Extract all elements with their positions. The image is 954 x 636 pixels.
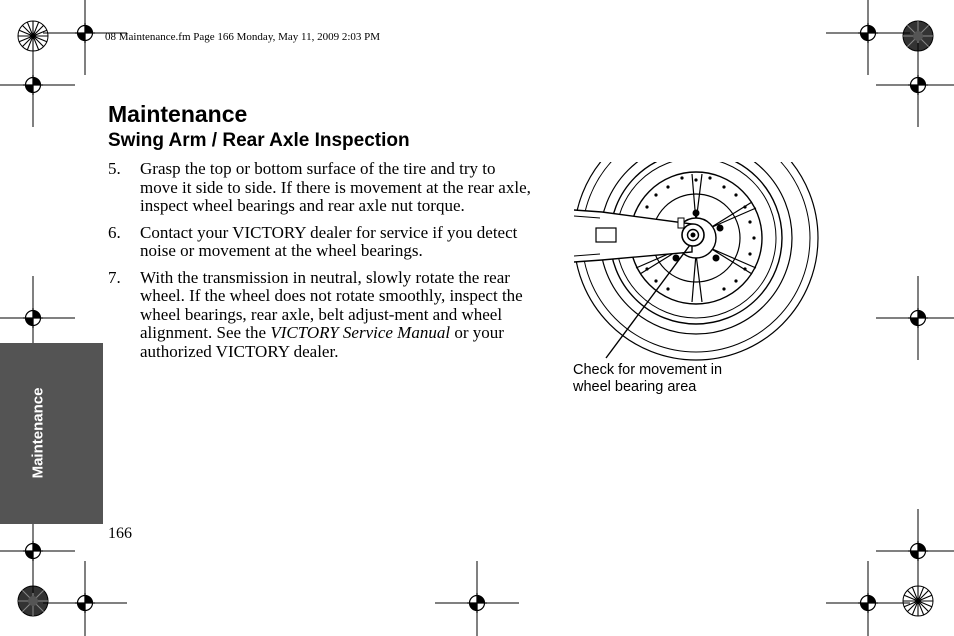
- step-number: 7.: [108, 267, 121, 287]
- service-manual-reference: VICTORY Service Manual: [270, 323, 451, 342]
- step-text-start: With the transmission in neutral, slowly rotate the rear wheel. If the wheel does not rotate smoothly, inspect the wheel bearings, rear axle, belt adjust-ment and wheel alignment. See the: [140, 267, 523, 342]
- side-tab-label: Maintenance: [29, 387, 47, 479]
- list-item: [108, 224, 533, 261]
- page-title: Maintenance: [108, 101, 248, 127]
- side-section-tab: [0, 343, 103, 524]
- step-text: Contact your VICTORY dealer for service if you detect noise or movement at the wheel bearings.: [140, 222, 518, 260]
- caption-line: Check for movement in: [573, 362, 723, 378]
- list-item: [108, 269, 533, 362]
- rear-wheel-illustration: [574, 162, 824, 362]
- step-number: 5.: [108, 159, 121, 178]
- page-number: 166: [108, 525, 132, 542]
- step-text-end: or your authorized VICTORY dealer.: [140, 323, 504, 361]
- step-text: Grasp the top or bottom surface of the tire and try to move it side to side. If there is movement at the rear axle, inspect wheel bearings and rear axle nut torque.: [140, 159, 531, 215]
- figure-caption: [573, 362, 722, 395]
- print-header: 08 Maintenance.fm Page 166 Monday, May 11, 2009 2:03 PM: [105, 31, 381, 43]
- list-item: [108, 160, 533, 216]
- caption-line: wheel bearing area: [573, 378, 697, 395]
- steps-list: [108, 160, 533, 369]
- step-number: 6.: [108, 222, 121, 242]
- section-subtitle: Swing Arm / Rear Axle Inspection: [108, 130, 410, 151]
- step-text: [140, 269, 533, 362]
